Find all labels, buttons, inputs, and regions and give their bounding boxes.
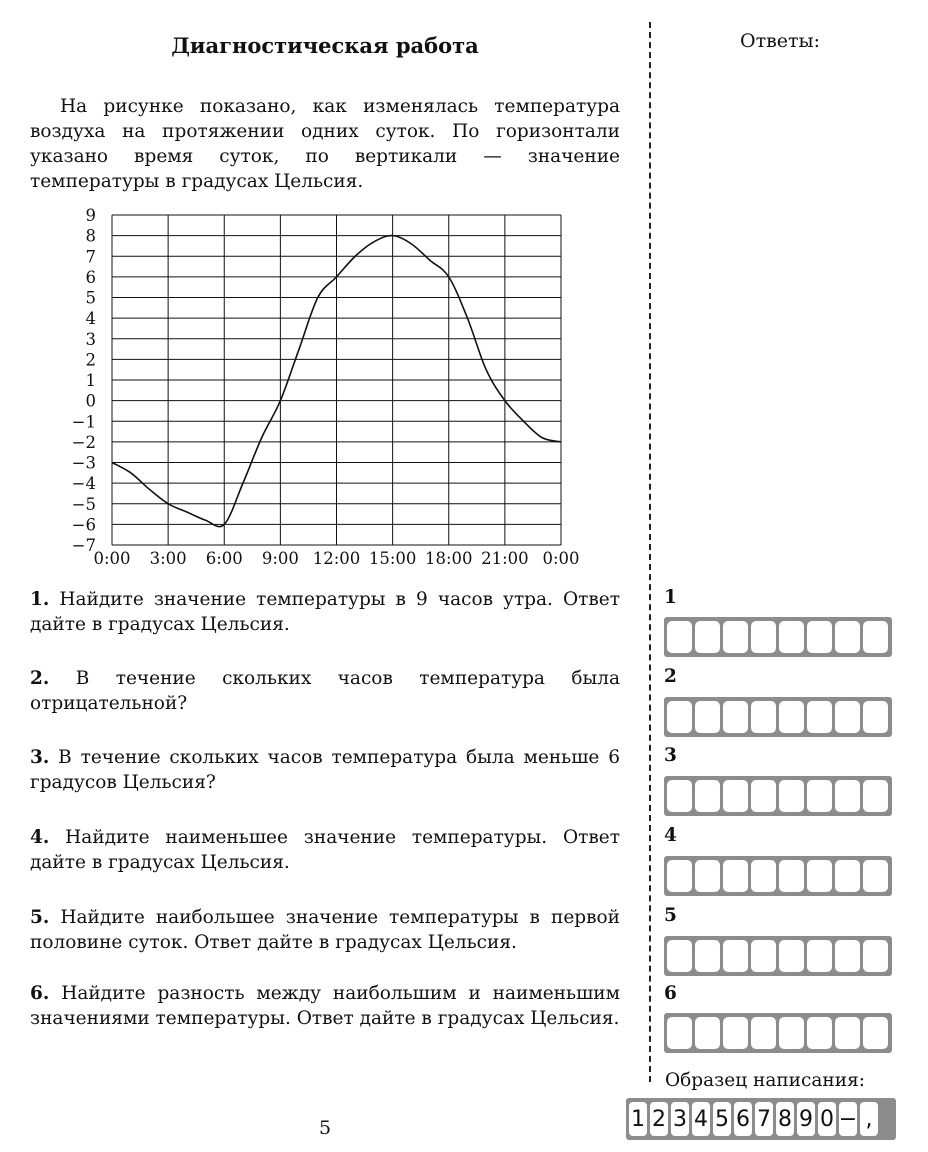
y-tick-label: 2 — [85, 350, 96, 370]
dashed-divider — [649, 22, 651, 1082]
x-tick-label: 18:00 — [424, 549, 473, 568]
y-tick-label: 0 — [85, 391, 96, 411]
answer-label-6: 6 — [664, 983, 677, 1004]
answer-cell[interactable] — [779, 701, 804, 733]
answer-cell[interactable] — [667, 940, 692, 972]
page-title: Диагностическая работа — [171, 33, 479, 58]
question-1 — [30, 587, 620, 637]
answer-cell[interactable] — [863, 1017, 888, 1049]
answer-cell[interactable] — [695, 1017, 720, 1049]
answer-cell[interactable] — [695, 940, 720, 972]
page-number: 5 — [318, 1117, 332, 1139]
sample-writing-box — [626, 1098, 896, 1140]
sample-char: 6 — [734, 1102, 752, 1136]
answer-cell[interactable] — [835, 780, 860, 812]
sample-char: , — [860, 1102, 878, 1136]
y-tick-label: 7 — [85, 247, 96, 267]
question-text: Найдите значение температуры в 9 часов утра. Ответ дайте в градусах Цельсия. — [30, 589, 620, 635]
y-tick-label: 8 — [85, 226, 96, 246]
answer-cell[interactable] — [751, 780, 776, 812]
y-tick-label: 4 — [85, 309, 96, 329]
y-tick-label: 5 — [85, 288, 96, 308]
y-tick-label: −4 — [71, 474, 96, 494]
answer-cell[interactable] — [667, 860, 692, 892]
answer-cell[interactable] — [835, 701, 860, 733]
answer-cell[interactable] — [723, 621, 748, 653]
x-tick-label: 12:00 — [312, 549, 361, 568]
answer-cell[interactable] — [835, 860, 860, 892]
x-tick-label: 21:00 — [481, 549, 529, 568]
answer-cell[interactable] — [835, 1017, 860, 1049]
y-tick-label: 6 — [85, 267, 96, 287]
answer-cell[interactable] — [751, 621, 776, 653]
sample-char: 1 — [629, 1102, 647, 1136]
sample-char: 4 — [692, 1102, 710, 1136]
answer-cell[interactable] — [695, 701, 720, 733]
y-tick-label: −2 — [71, 432, 96, 452]
question-number: 2. — [30, 668, 50, 689]
answer-cell[interactable] — [863, 780, 888, 812]
answer-cell[interactable] — [807, 701, 832, 733]
answer-cell[interactable] — [779, 1017, 804, 1049]
question-3 — [30, 745, 620, 795]
answer-cell[interactable] — [779, 940, 804, 972]
y-tick-label: 1 — [85, 371, 96, 390]
sample-char: − — [839, 1102, 857, 1136]
intro-text: На рисунке показано, как изменялась температура воздуха на протяжении одних суток. По горизонтали указано время суток, по вертикали — значение температуры в градусах Цельсия. — [30, 96, 620, 192]
question-number: 1. — [30, 589, 50, 610]
answer-cell[interactable] — [723, 860, 748, 892]
answer-cell[interactable] — [723, 701, 748, 733]
sample-char: 7 — [755, 1102, 773, 1136]
answer-cell[interactable] — [863, 940, 888, 972]
answer-cell[interactable] — [723, 940, 748, 972]
sample-label: Образец написания: — [665, 1070, 865, 1091]
sample-char: 2 — [650, 1102, 668, 1136]
answer-cell[interactable] — [751, 940, 776, 972]
question-number: 3. — [30, 747, 50, 768]
question-text: Найдите разность между наибольшим и наименьшим значениями температуры. Ответ дайте в градусах Цельсия. — [30, 983, 620, 1029]
answer-cell[interactable] — [751, 701, 776, 733]
answer-label-4: 4 — [664, 825, 677, 846]
sample-char: 8 — [776, 1102, 794, 1136]
answer-box-1[interactable] — [664, 617, 892, 657]
x-tick-label: 0:00 — [542, 549, 580, 568]
question-text: Найдите наименьшее значение температуры. Ответ дайте в градусах Цельсия. — [30, 827, 620, 873]
answer-cell[interactable] — [723, 1017, 748, 1049]
answer-box-3[interactable] — [664, 776, 892, 816]
answers-title: Ответы: — [740, 30, 821, 52]
answer-label-2: 2 — [664, 666, 677, 687]
answer-cell[interactable] — [695, 621, 720, 653]
y-tick-label: −1 — [71, 412, 96, 432]
answer-cell[interactable] — [751, 1017, 776, 1049]
answer-cell[interactable] — [807, 1017, 832, 1049]
answer-cell[interactable] — [807, 860, 832, 892]
question-text: В течение скольких часов температура была отрицательной? — [30, 668, 621, 714]
answer-cell[interactable] — [807, 780, 832, 812]
x-tick-label: 3:00 — [149, 549, 187, 568]
answer-cell[interactable] — [667, 701, 692, 733]
answer-cell[interactable] — [835, 621, 860, 653]
answer-label-3: 3 — [664, 745, 677, 766]
question-text: В течение скольких часов температура была меньше 6 градусов Цельсия? — [30, 747, 620, 793]
y-tick-label: 3 — [85, 329, 96, 349]
answer-cell[interactable] — [779, 621, 804, 653]
y-tick-label: −3 — [71, 453, 96, 473]
x-tick-label: 6:00 — [205, 549, 243, 568]
y-tick-label: −7 — [71, 536, 96, 555]
answer-cell[interactable] — [863, 701, 888, 733]
answer-label-1: 1 — [664, 587, 677, 608]
answer-cell[interactable] — [863, 860, 888, 892]
answer-cell[interactable] — [723, 780, 748, 812]
answer-box-4[interactable] — [664, 856, 892, 896]
sample-char: 9 — [797, 1102, 815, 1136]
temperature-chart — [60, 200, 600, 580]
answer-box-2[interactable] — [664, 697, 892, 737]
question-5 — [30, 905, 620, 955]
sample-char: 5 — [713, 1102, 731, 1136]
answer-cell[interactable] — [779, 860, 804, 892]
question-6 — [30, 981, 620, 1031]
answer-cell[interactable] — [779, 780, 804, 812]
y-tick-label: −6 — [71, 515, 96, 535]
question-number: 6. — [30, 983, 50, 1004]
answer-cell[interactable] — [863, 621, 888, 653]
answer-box-6[interactable] — [664, 1013, 892, 1053]
question-number: 5. — [30, 907, 50, 928]
x-tick-label: 9:00 — [261, 549, 299, 568]
y-tick-label: 9 — [85, 206, 96, 225]
answer-cell[interactable] — [835, 940, 860, 972]
question-4 — [30, 825, 620, 875]
answer-cell[interactable] — [667, 780, 692, 812]
answer-cell[interactable] — [807, 621, 832, 653]
sample-char: 0 — [818, 1102, 836, 1136]
sample-char: 3 — [671, 1102, 689, 1136]
answer-label-5: 5 — [664, 905, 677, 926]
answer-cell[interactable] — [751, 860, 776, 892]
answer-cell[interactable] — [695, 780, 720, 812]
question-text: Найдите наибольшее значение температуры в первой половине суток. Ответ дайте в градусах Цельсия. — [30, 907, 620, 953]
question-2 — [30, 666, 620, 716]
question-number: 4. — [30, 827, 50, 848]
y-tick-label: −5 — [71, 494, 96, 514]
x-tick-label: 0:00 — [93, 549, 131, 568]
answer-cell[interactable] — [695, 860, 720, 892]
answer-box-5[interactable] — [664, 936, 892, 976]
x-tick-label: 15:00 — [368, 549, 417, 568]
answer-cell[interactable] — [667, 621, 692, 653]
answer-cell[interactable] — [807, 940, 832, 972]
answer-cell[interactable] — [667, 1017, 692, 1049]
